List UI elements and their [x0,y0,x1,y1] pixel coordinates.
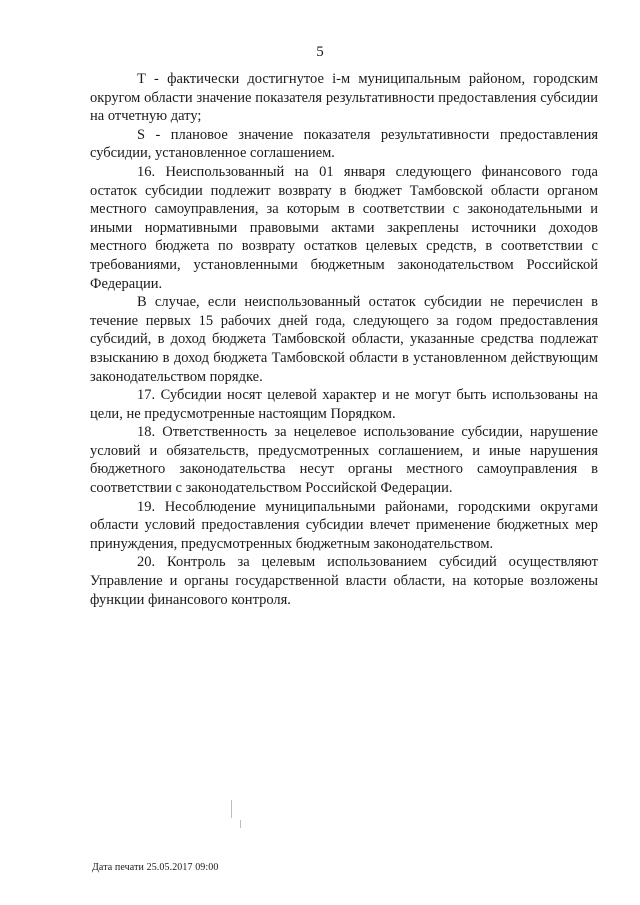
print-date-footer: Дата печати 25.05.2017 09:00 [92,862,219,873]
paragraph-18: 18. Ответственность за нецелевое использование субсидии, нарушение условий и обязательств, предусмотренных соглашением, и иные нарушения бюджетного законодательства несут органы местного самоуправления в соответствии с законодательством Российской Федерации. [90,424,598,497]
paragraph-16-continuation: В случае, если неиспользованный остаток субсидии не перечислен в течение первых 15 рабочих дней года, следующего за годом предоставления субсидий, в доход бюджета Тамбовской области, указанные средства подлежат взысканию в доход бюджета Тамбовской области в установленном действующим законодательством порядке. [90,294,598,385]
page-number: 5 [316,44,324,60]
paragraph-20: 20. Контроль за целевым использованием субсидий осуществляют Управление и органы государственной власти области, на которые возложены функции финансового контроля. [90,554,598,608]
paragraph-17: 17. Субсидии носят целевой характер и не могут быть использованы на цели, не предусмотренные настоящим Порядком. [90,387,598,422]
paragraph-19: 19. Несоблюдение муниципальными районами, городскими округами области условий предоставления субсидии влечет применение бюджетных мер принуждения, предусмотренных бюджетным законодательством. [90,498,598,552]
document-body [90,70,598,609]
scan-artifact [231,800,232,818]
paragraph-t-definition: Т - фактически достигнутое i-м муниципальным районом, городским округом области значение показателя результативности предоставления субсидии на отчетную дату; [90,71,598,125]
paragraph-s-definition: S - плановое значение показателя результативности предоставления субсидии, установленное соглашением. [90,126,598,162]
paragraph-16: 16. Неиспользованный на 01 января следующего финансового года остаток субсидии подлежит возврату в бюджет Тамбовской области органом местного самоуправления, за которым в соответствии с законодательными и иными нормативными правовыми актами закреплены источники доходов местного бюджета по возврату остатков целевых средств, в соответствии с требованиями, установленными бюджетным законодательством Российской Федерации. [90,163,598,292]
scan-artifact [240,820,241,828]
